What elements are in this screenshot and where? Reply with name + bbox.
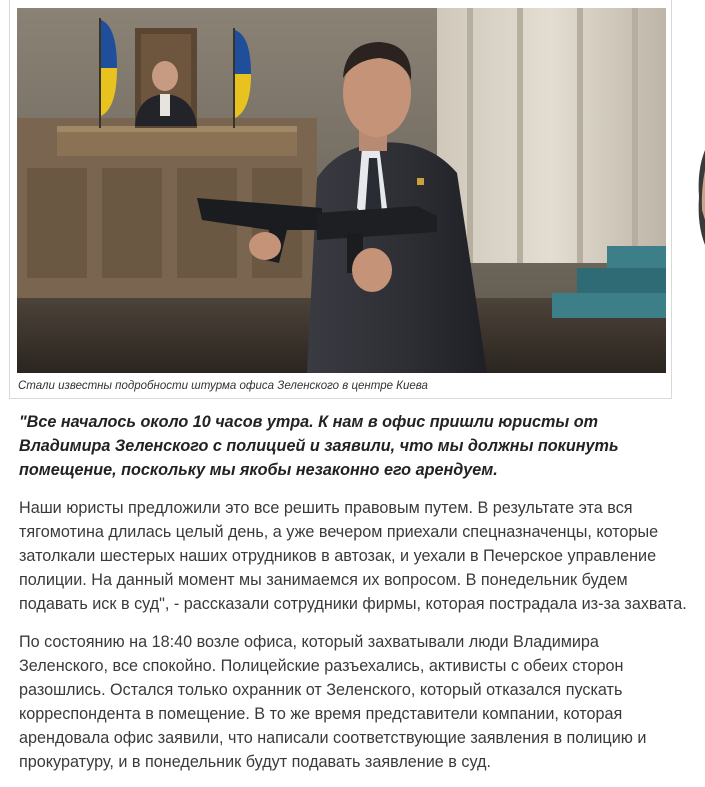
article-photo[interactable] xyxy=(17,8,666,373)
article-body xyxy=(19,410,687,774)
article-paragraph-1: Наши юристы предложили это все решить правовым путем. В результате эта вся тягомотина длилась целый день, а уже вечером приехали спецназначенцы, которые затолкали шестерых наших отрудников в автозак, и уехали в Печерское управление полиции. На данный момент мы занимаемся их вопросом. В понедельник будем подавать иск в суд", - рассказали сотрудники фирмы, которая пострадала из-за захвата. xyxy=(19,499,687,613)
article-lead-quote: "Все началось около 10 часов утра. К нам в офис пришли юристы от Владимира Зеленского с полицией и заявили, что мы должны покинуть помещение, поскольку мы якобы незаконно его арендуем. xyxy=(19,413,619,479)
article-paragraph-2: По состоянию на 18:40 возле офиса, который захватывали люди Владимира Зеленского, все спокойно. Полицейские разъехались, активисты с обеих сторон разошлись. Остался только охранник от Зеленского, который отказался пускать корреспондента в помещение. В то же время представители компании, которая арендовала офис заявили, что написали соответствующие заявления в полицию и прокуратуру, и в понедельник будут подавать заявление в суд. xyxy=(19,633,647,771)
photo-caption: Стали известны подробности штурма офиса Зеленского в центре Киева xyxy=(18,380,428,392)
photo-illustration xyxy=(17,8,666,373)
article-figure xyxy=(9,0,672,399)
adjacent-content-edge xyxy=(697,150,705,245)
